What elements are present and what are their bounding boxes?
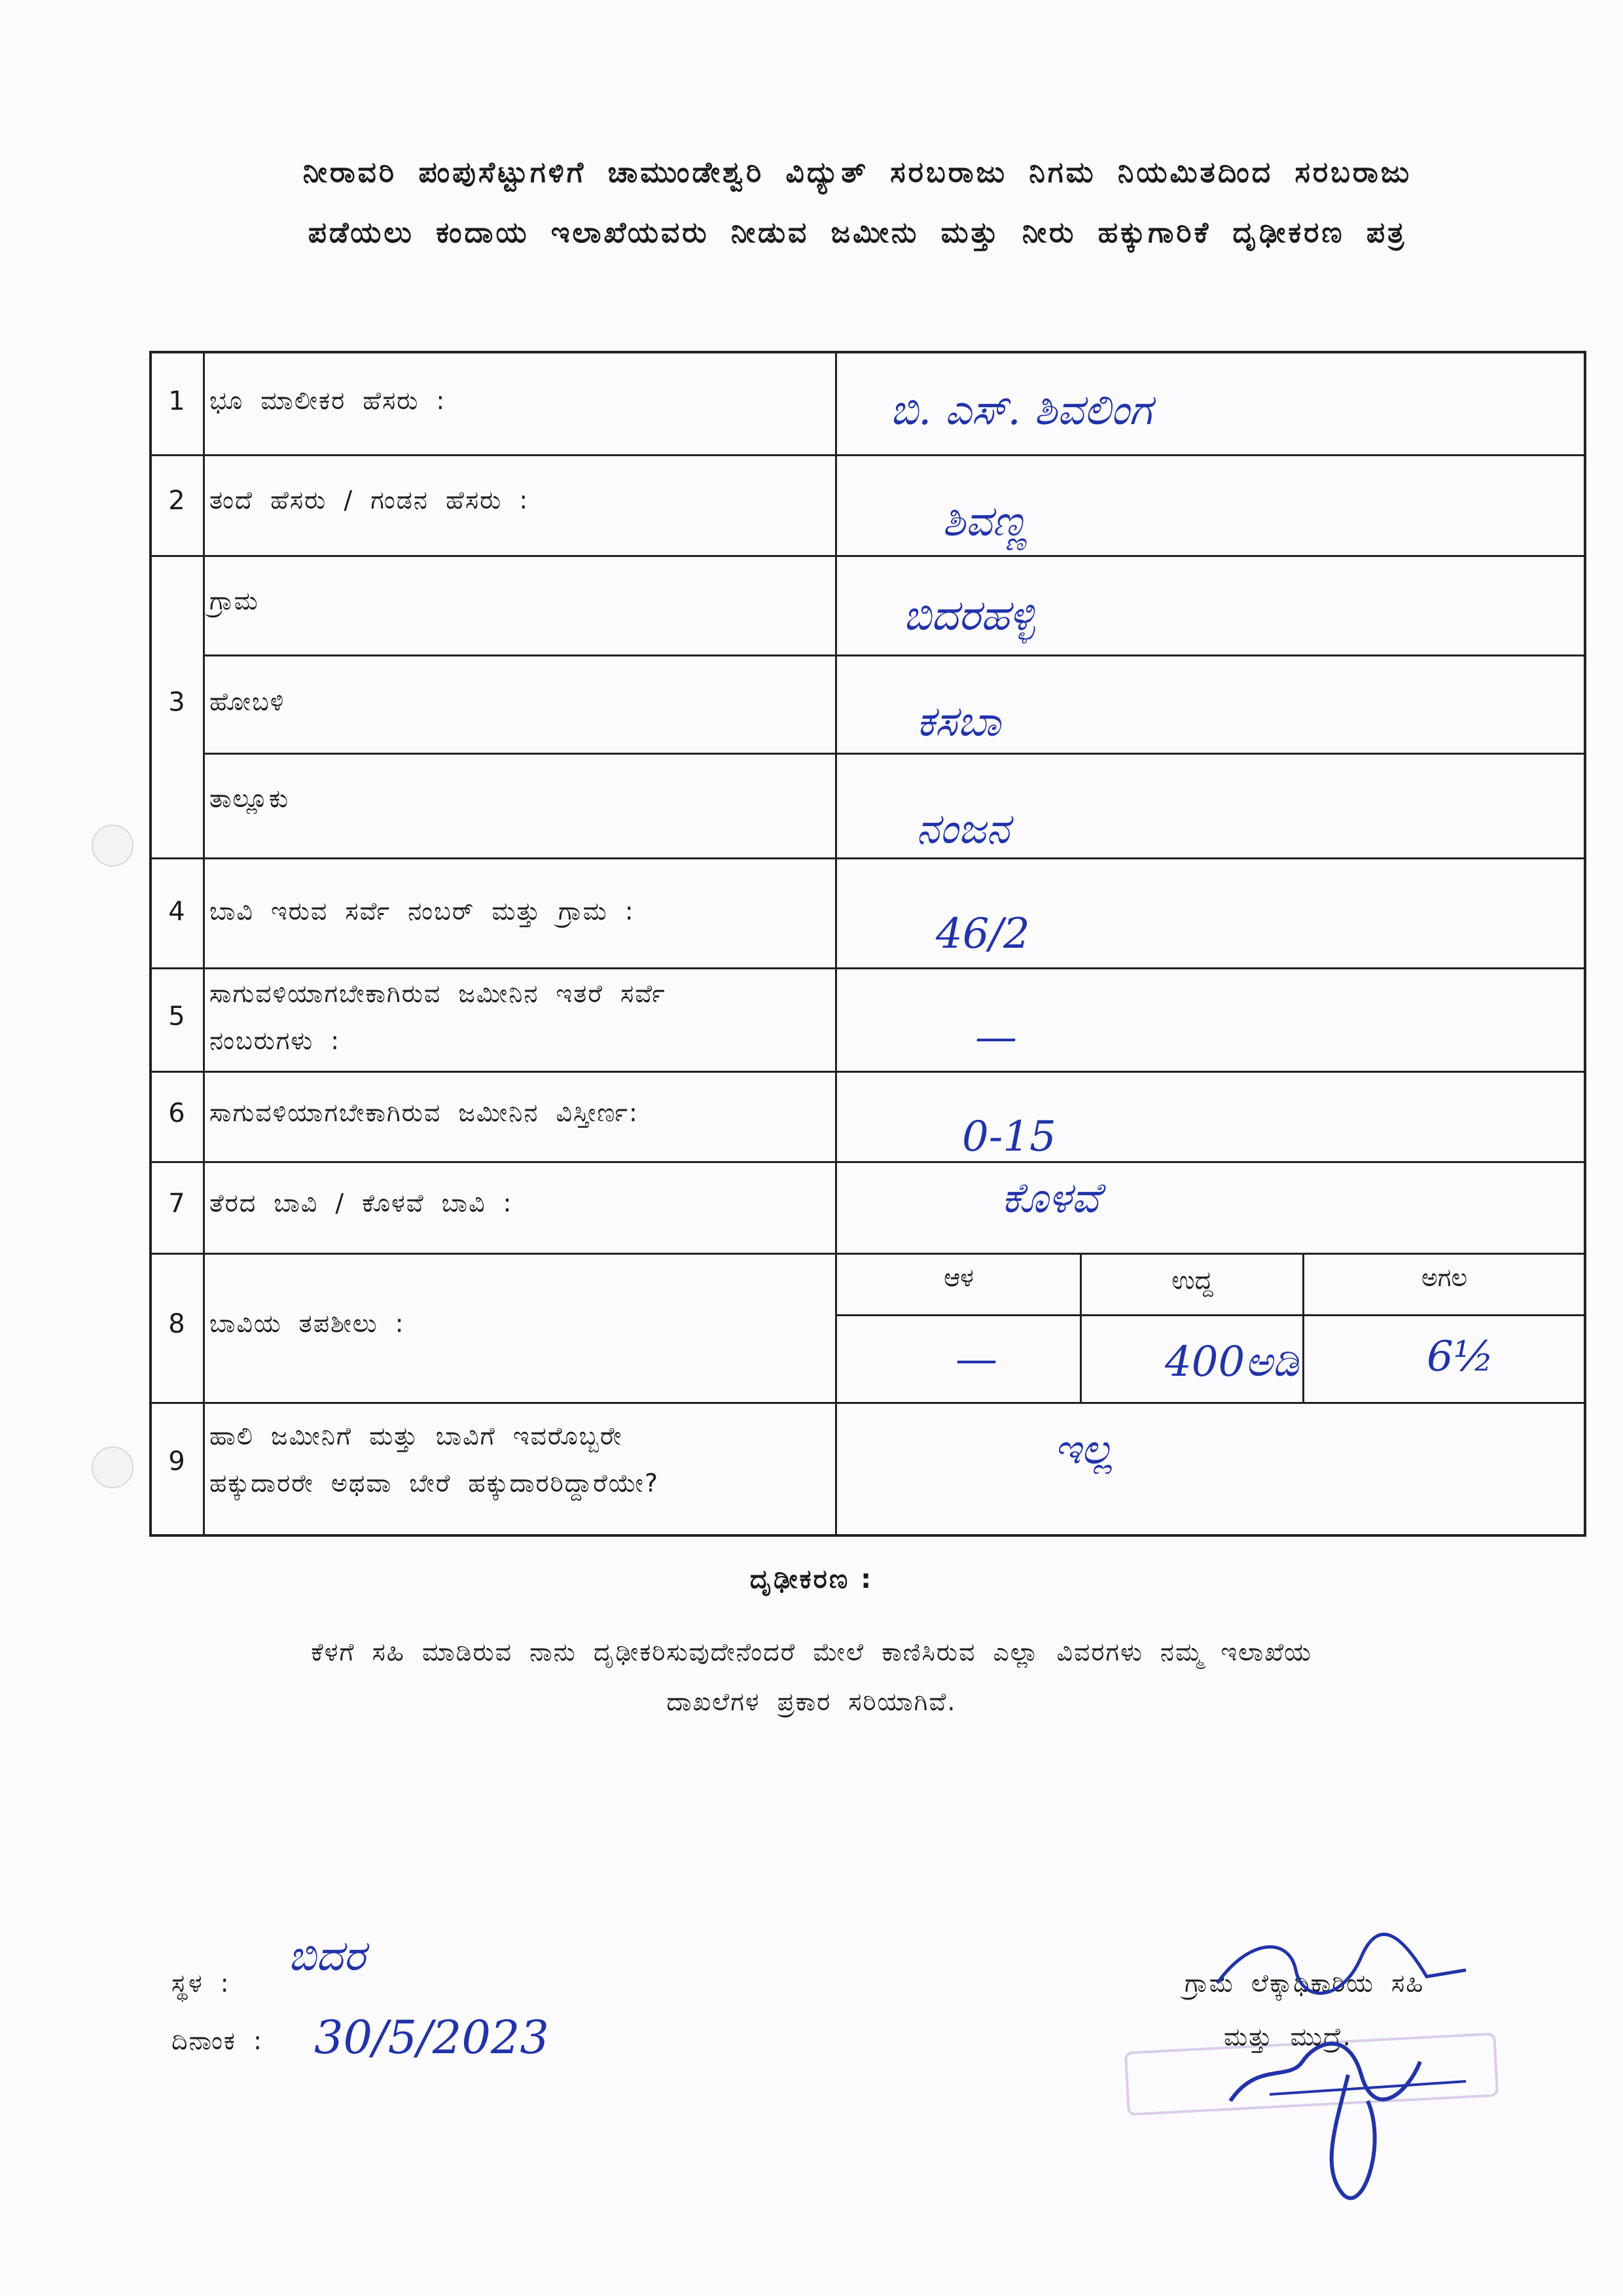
taluk-value: ನಂಜನ: [916, 805, 1010, 853]
place-label: ಸ್ಥಳ :: [171, 1969, 230, 1998]
father-name-label: ತಂದೆ ಹೆಸರು / ಗಂಡನ ಹೆಸರು :: [209, 486, 529, 514]
taluk-label: ತಾಲ್ಲೂಕು: [209, 784, 290, 813]
date-value: 30/5/2023: [314, 2011, 549, 2064]
rights-label-cont: ಹಕ್ಕುದಾರರೇ ಅಥವಾ ಬೇರೆ ಹಕ್ಕುದಾರರಿದ್ದಾರೆಯೇ?: [209, 1469, 660, 1498]
length-value: 400ಅಡಿ: [1165, 1338, 1299, 1386]
signature-caption-cont: ಮತ್ತು ಮುದ್ರೆ.: [1224, 2022, 1352, 2051]
owner-name-value: ಬಿ. ಎಸ್. ಶಿವಲಿಂಗ: [890, 386, 1152, 435]
well-details-label: ಬಾವಿಯ ತಪಶೀಲು :: [209, 1309, 405, 1338]
row-number: 8: [168, 1309, 185, 1339]
other-survey-label: ಸಾಗುವಳಿಯಾಗಬೇಕಾಗಿರುವ ಜಮೀನಿನ ಇತರೆ ಸರ್ವೆ: [209, 979, 666, 1008]
extent-label: ಸಾಗುವಳಿಯಾಗಬೇಕಾಗಿರುವ ಜಮೀನಿನ ವಿಸ್ತೀರ್ಣ:: [209, 1098, 639, 1127]
form-title-line-1: ನೀರಾವರಿ ಪಂಪುಸೆಟ್ಟುಗಳಿಗೆ ಚಾಮುಂಡೇಶ್ವರಿ ವಿದ್ಯುತ್ ಸರಬರಾಜು ನಿಗಮ ನಿಯಮಿತದಿಂದ ಸರಬರಾಜು: [302, 156, 1412, 189]
survey-number-value: 46/2: [936, 910, 1030, 958]
row-number: 3: [168, 687, 185, 717]
village-label: ಗ್ರಾಮ: [209, 586, 259, 615]
declaration-line-2: ದಾಖಲೆಗಳ ಪ್ರಕಾರ ಸರಿಯಾಗಿವೆ.: [666, 1687, 957, 1716]
declaration-line-1: ಕೆಳಗೆ ಸಹಿ ಮಾಡಿರುವ ನಾನು ದೃಢೀಕರಿಸುವುದೇನೆಂದರೆ ಮೇಲೆ ಕಾಣಿಸಿರುವ ಎಲ್ಲಾ ವಿವರಗಳು ನಮ್ಮ ಇಲಾಖೆಯ: [311, 1638, 1312, 1666]
length-header: ಉದ್ದ: [1171, 1266, 1213, 1295]
row-number: 7: [168, 1189, 185, 1219]
other-survey-label-cont: ನಂಬರುಗಳು :: [209, 1026, 341, 1055]
rights-label: ಹಾಲಿ ಜಮೀನಿಗೆ ಮತ್ತು ಬಾವಿಗೆ ಇವರೊಬ್ಬರೇ: [209, 1422, 623, 1450]
punch-hole: [92, 825, 134, 867]
declaration-heading: ದೃಢೀಕರಣ :: [749, 1564, 874, 1594]
row-number: 1: [168, 386, 185, 416]
row-number: 2: [168, 486, 185, 516]
officer-signature: [1191, 1931, 1558, 2206]
survey-number-label: ಬಾವಿ ಇರುವ ಸರ್ವೆ ನಂಬರ್ ಮತ್ತು ಗ್ರಾಮ :: [209, 897, 635, 925]
rights-value: ಇಲ್ಲ: [1054, 1426, 1113, 1474]
date-label: ದಿನಾಂಕ :: [171, 2026, 263, 2055]
extent-value: 0-15: [962, 1113, 1056, 1161]
width-value: 6½: [1427, 1333, 1494, 1381]
well-type-label: ತೆರದ ಬಾವಿ / ಕೊಳವೆ ಬಾವಿ :: [209, 1189, 513, 1217]
village-value: ಬಿದರಹಳ್ಳಿ: [903, 592, 1035, 640]
signature-caption: ಗ್ರಾಮ ಲೆಕ್ಕಾಧಿಕಾರಿಯ ಸಹಿ: [1185, 1969, 1425, 1998]
width-header: ಅಗಲ: [1421, 1263, 1468, 1292]
hobli-label: ಹೋಬಳಿ: [209, 687, 285, 716]
row-number: 4: [168, 897, 185, 927]
form-title-line-2: ಪಡೆಯಲು ಕಂದಾಯ ಇಲಾಖೆಯವರು ನೀಡುವ ಜಮೀನು ಮತ್ತು ನೀರು ಹಕ್ಕುಗಾರಿಕೆ ದೃಢೀಕರಣ ಪತ್ರ: [308, 216, 1407, 249]
depth-header: ಆಳ: [944, 1263, 974, 1292]
row-number: 6: [168, 1098, 185, 1128]
punch-hole: [92, 1446, 134, 1488]
father-name-value: ಶಿವಣ್ಣ: [942, 497, 1028, 546]
depth-value: —: [955, 1335, 997, 1384]
row-number: 5: [168, 1001, 185, 1031]
row-number: 9: [168, 1446, 185, 1477]
place-value: ಬಿದರ: [288, 1932, 366, 1981]
hobli-value: ಕಸಬಾ: [916, 698, 1001, 746]
well-type-value: ಕೊಳವೆ: [1001, 1174, 1100, 1223]
owner-name-label: ಭೂ ಮಾಲೀಕರ ಹೆಸರು :: [209, 386, 446, 415]
other-survey-value: —: [975, 1013, 1017, 1062]
